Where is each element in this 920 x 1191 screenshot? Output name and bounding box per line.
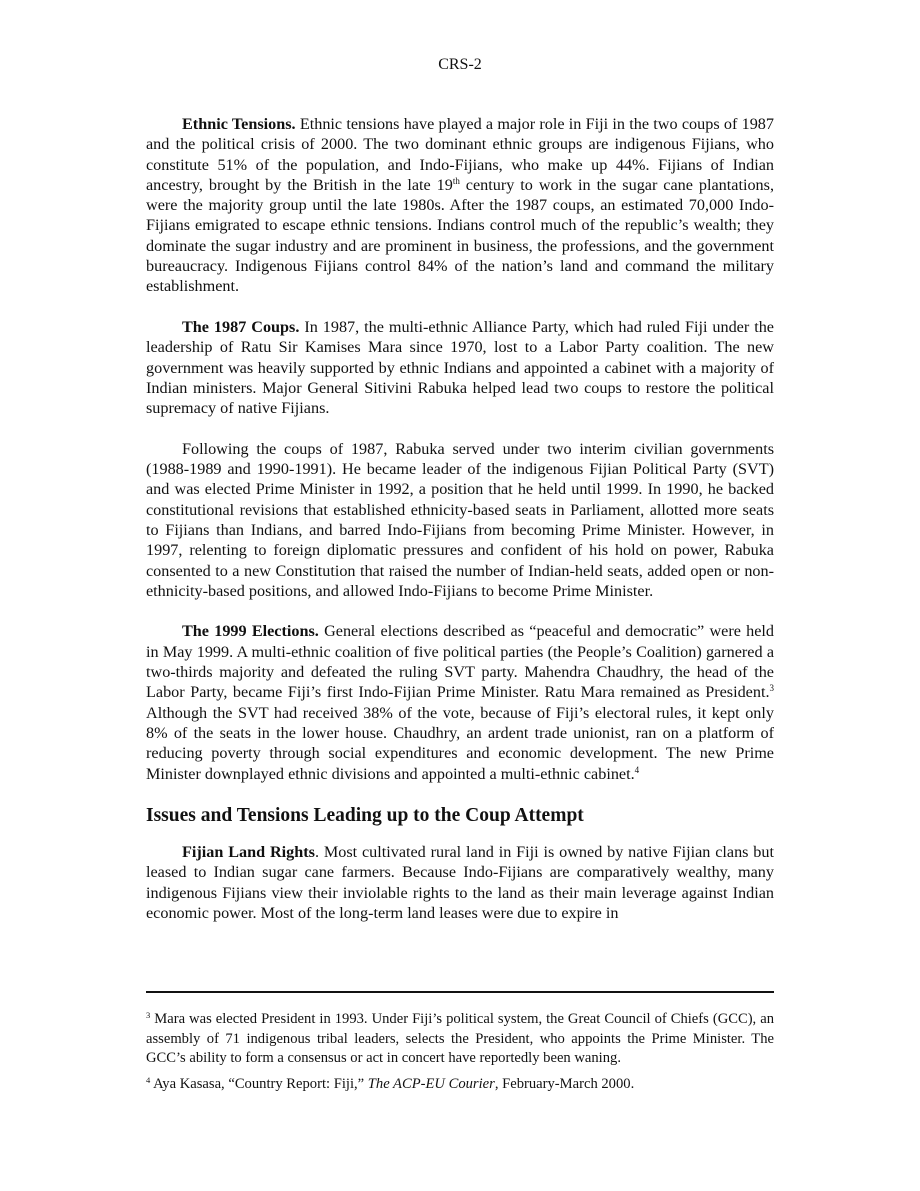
paragraph-text: Following the coups of 1987, Rabuka served under two interim civilian governments (1988-1989 and 1990-1991). He became leader of the indigenous Fijian Political Party (SVT) and was elected Prime Minister in 1992, a position that he held until 1999. In 1990, he backed constitutional revisions that established ethnicity-based seats in Parliament, allotted more seats to Fijians than Indians, and barred Indo-Fijians from becoming Prime Minister. However, in 1997, relenting to foreign diplomatic pressures and confident of his hold on power, Rabuka consented to a new Constitution that raised the number of Indian-held seats, added open or non-ethnicity-based positions, and allowed Indo-Fijians to become Prime Minister. xyxy=(146,439,774,600)
footnote-text: , February-March 2000. xyxy=(494,1075,635,1092)
run-in-heading: The 1999 Elections. xyxy=(182,622,319,641)
paragraph-text: century to work in the sugar cane plantations, were the majority group until the late 1980s. After the 1987 coups, an estimated 70,000 Indo-Fijians emigrated to escape ethnic tensions. Indians control much of the republic’s wealth; they dominate the sugar industry and are prominent in business, the professions, and the government bureaucracy. Indigenous Fijians control 84% of the nation’s land and command the military establishment. xyxy=(146,175,774,296)
body-text xyxy=(146,114,774,944)
paragraph-text: In 1987, the multi-ethnic Alliance Party, which had ruled Fiji under the leadership of Ratu Sir Kamises Mara since 1970, lost to a Labor Party coalition. The new government was heavily supported by ethnic Indians and appointed a cabinet with a majority of Indian ministers. Major General Sitivini Rabuka helped lead two coups to restore the political supremacy of native Fijians. xyxy=(146,317,774,418)
run-in-heading: Ethnic Tensions. xyxy=(182,115,296,133)
journal-title: The ACP-EU Courier xyxy=(367,1075,495,1092)
footnote-marker: 3 xyxy=(146,1010,151,1020)
footnote-4 xyxy=(146,1075,774,1095)
paragraph-text: . Most cultivated rural land in Fiji is owned by native Fijian clans but leased to Indian sugar cane farmers. Because Indo-Fijians are comparatively wealthy, many indigenous Fijians view their inviolable rights to the land as their main leverage against Indian economic power. Most of the long-term land leases were due to expire in xyxy=(146,843,774,922)
paragraph-text: Ethnic tensions have played a major role in Fiji in the two coups of 1987 and the political crisis of 2000. The two dominant ethnic groups are indigenous Fijians, who constitute 51% of the population, and Indo-Fijians, who make up 44%. Fijians of Indian ancestry, brought by the British in the late 19 xyxy=(146,115,774,194)
paragraph-text: General elections described as “peaceful and democratic” were held in May 1999. A multi-ethnic coalition of five political parties (the People’s Coalition) garnered a two-thirds majority and defeated the ruling SVT party. Mahendra Chaudhry, the head of the Labor Party, became Fiji’s first Indo-Fijian Prime Minister. Ratu Mara remained as President. xyxy=(146,622,774,702)
section-heading: Issues and Tensions Leading up to the Coup Attempt xyxy=(146,805,584,827)
paragraph-rabuka xyxy=(146,439,774,601)
paragraph-ethnic-tensions xyxy=(146,114,774,297)
footnote-divider xyxy=(146,991,774,993)
footnote-marker: 4 xyxy=(146,1074,151,1085)
footnote-text: Mara was elected President in 1993. Under Fiji’s political system, the Great Council of Chiefs (GCC), an assembly of 71 indigenous tribal leaders, selects the President, who appoints the Prime Minister. The GCC’s ability to form a consensus or act in concert have reportedly been waning. xyxy=(146,1011,774,1066)
paragraph-land-rights xyxy=(146,842,774,923)
paragraph-1999-elections xyxy=(146,621,774,783)
paragraph-1987-coups xyxy=(146,317,774,418)
paragraph-text: Although the SVT had received 38% of the vote, because of Fiji’s electoral rules, it kept only 8% of the seats in the lower house. Chaudhry, an ardent trade unionist, ran on a platform of reducing poverty through social expenditures and economic development. The new Prime Minister downplayed ethnic divisions and appointed a multi-ethnic cabinet. xyxy=(146,703,774,783)
footnotes xyxy=(146,1010,774,1100)
footnote-3 xyxy=(146,1010,774,1069)
run-in-heading: The 1987 Coups. xyxy=(182,317,300,336)
footnote-ref-3[interactable]: 3 xyxy=(769,683,774,694)
page-number-header: CRS-2 xyxy=(438,56,482,73)
footnote-text: Aya Kasasa, “Country Report: Fiji,” xyxy=(150,1075,368,1092)
footnote-ref-4[interactable]: 4 xyxy=(634,764,640,775)
superscript: th xyxy=(452,175,460,186)
run-in-heading: Fijian Land Rights xyxy=(182,843,315,862)
